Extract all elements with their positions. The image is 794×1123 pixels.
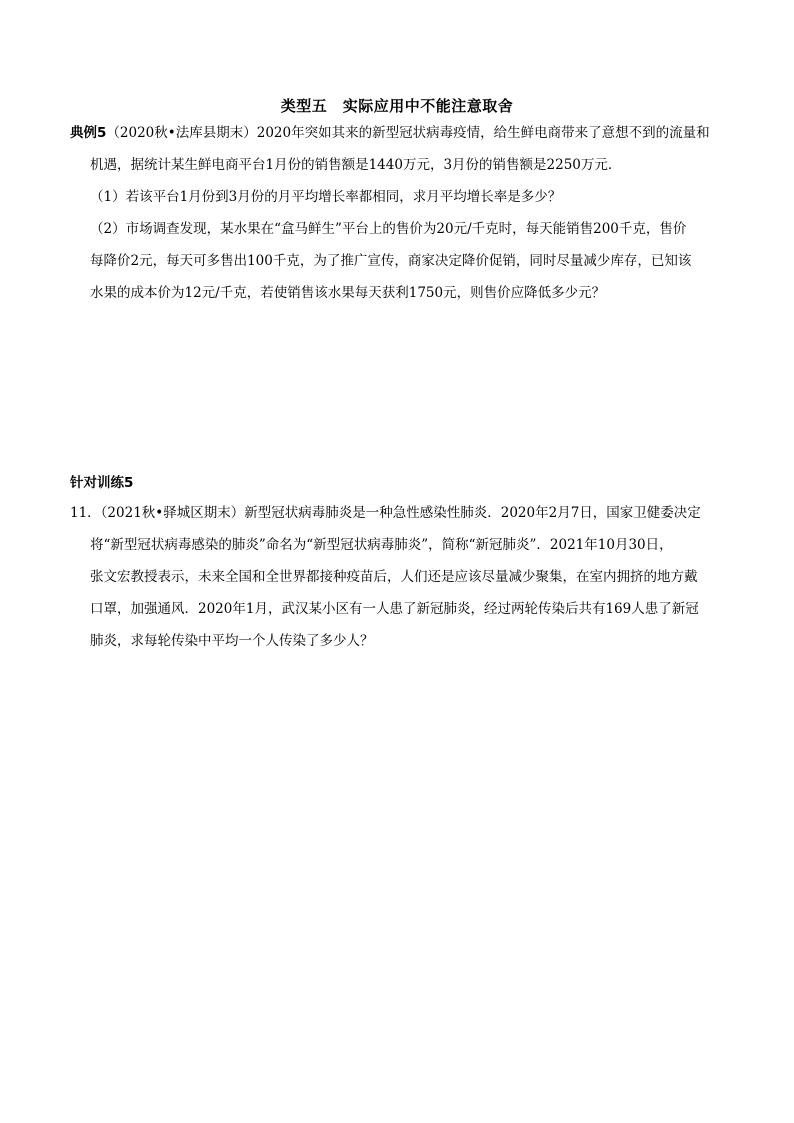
section-title: 类型五 实际应用中不能注意取舍 xyxy=(280,97,514,115)
example-question-1: （1）若该平台1月份到3月份的月平均增长率都相同，求月平均增长率是多少？ xyxy=(90,189,562,205)
training-line-2: 将“新型冠状病毒感染的肺炎”命名为“新型冠状病毒肺炎”，简称“新冠肺炎”．2021年10月30日， xyxy=(90,537,673,553)
training-line-1: 11．（2021秋•驿城区期末）新型冠状病毒肺炎是一种急性感染性肺炎．2020年2月7日，国家卫健委决定 xyxy=(70,505,701,521)
training-line-3: 张文宏教授表示，未来全国和全世界都接种疫苗后，人们还是应该尽量减少聚集，在室内拥挤的地方戴 xyxy=(90,569,698,585)
example-line-1 xyxy=(70,117,730,149)
training-line-4: 口罩，加强通风．2020年1月，武汉某小区有一人患了新冠肺炎，经过两轮传染后共有169人患了新冠 xyxy=(90,601,699,617)
example-text-1: （2020秋•法库县期末）2020年突如其来的新型冠状病毒疫情，给生鲜电商带来了意想不到的流量和 xyxy=(106,125,710,141)
example-label: 典例5 xyxy=(70,125,107,141)
example-line-2: 机遇，据统计某生鲜电商平台1月份的销售额是1440万元，3月份的销售额是2250万元． xyxy=(90,157,622,173)
training-heading: 针对训练5 xyxy=(70,475,134,491)
example-line-6: 水果的成本价为12元/千克，若使销售该水果每天获利1750元，则售价应降低多少元？ xyxy=(90,285,606,301)
example-problem xyxy=(70,117,730,309)
example-line-5: 每降价2元，每天可多售出100千克，为了推广宣传，商家决定降价促销，同时尽量减少库存，已知该 xyxy=(90,253,692,269)
training-line-5: 肺炎，求每轮传染中平均一个人传染了多少人？ xyxy=(90,633,374,649)
example-question-2: （2）市场调查发现，某水果在“盒马鲜生”平台上的售价为20元/千克时，每天能销售200千克，售价 xyxy=(90,221,687,237)
training-problem-11 xyxy=(70,497,730,657)
